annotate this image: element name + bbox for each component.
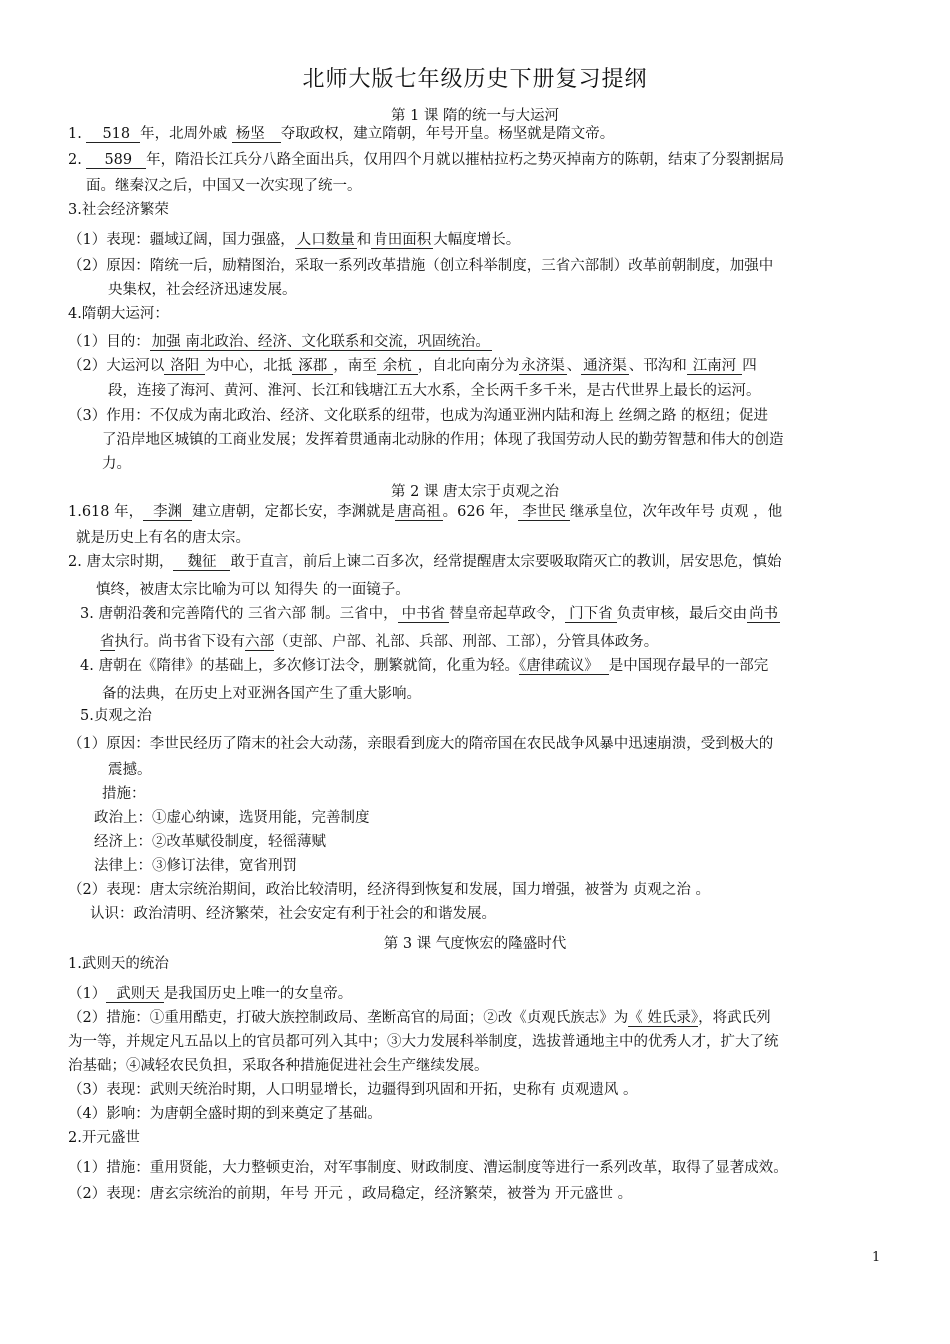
lesson-1-section-3: 3.社会经济繁荣 <box>68 202 169 218</box>
lesson-3-section-2-a: （1）措施：重用贤能，大力整顿吏治，对军事制度、财政制度、漕运制度等进行一系列改革，取得了显著成效。 <box>68 1160 788 1176</box>
lesson-1-section-4: 4.隋朝大运河： <box>68 306 169 322</box>
lesson-1-section-3-b: （2）原因：隋统一后，励精图治，采取一系列改革措施（创立科举制度，三省六部制）改革前朝制度，加强中 <box>68 258 774 274</box>
lesson-2-section-5-c: 认识：政治清明、经济繁荣，社会安定有利于社会的和谐发展。 <box>90 906 496 922</box>
lesson-3-section-2-b: （2）表现：唐玄宗统治的前期，年号 开元 ，政局稳定，经济繁荣，被誉为 开元盛世 。 <box>68 1186 633 1202</box>
lesson-3-section-1-b: （2）措施：①重用酷吏，打破大族控制政局、垄断高官的局面；②改《贞观氏族志》为《 姓氏录》，将武氏列 <box>68 1010 771 1026</box>
lesson-2-item-1-cont: 就是历史上有名的唐太宗。 <box>76 530 250 546</box>
lesson-3-section-1-c: （3）表现：武则天统治时期，人口明显增长，边疆得到巩固和开拓，史称有 贞观遗风 。 <box>68 1082 638 1098</box>
lesson-3-section-1-b-cont2: 治基础；④减轻农民负担，采取各种措施促进社会生产继续发展。 <box>68 1058 489 1074</box>
lesson-2-section-5-b: （2）表现：唐太宗统治期间，政治比较清明，经济得到恢复和发展，国力增强，被誉为 贞观之治 。 <box>68 882 710 898</box>
lesson-1-section-4-c: （3）作用：不仅成为南北政治、经济、文化联系的纽带，也成为沟通亚洲内陆和海上 丝绸之路 的枢纽；促进 <box>68 408 768 424</box>
lesson-2-item-4: 4. 唐朝在《隋律》的基础上，多次修订法令，删繁就简，化重为轻。《唐律疏议》 是中国现存最早的一部完 <box>80 658 769 674</box>
lesson-2-measure-legal: 法律上：③修订法律，宽省刑罚 <box>94 858 297 874</box>
lesson-3-section-1-a: （1） 武则天 是我国历史上唯一的女皇帝。 <box>68 986 353 1002</box>
lesson-1-section-4-a: （1）目的： 加强 南北政治、经济、文化联系和交流，巩固统治。 <box>68 334 490 350</box>
lesson-3-section-1-b-cont1: 为一等，并规定凡五品以上的官员都可列入其中；③大力发展科举制度，选拔普通地主中的优秀人才，扩大了统 <box>68 1034 779 1050</box>
lesson-1-item-2-cont: 面。继秦汉之后，中国又一次实现了统一。 <box>86 178 362 194</box>
lesson-1-section-3-a: （1）表现：疆域辽阔，国力强盛， 人口数量 和 肯田面积 大幅度增长。 <box>68 232 521 248</box>
lesson-2-item-4-cont: 备的法典，在历史上对亚洲各国产生了重大影响。 <box>102 686 421 702</box>
lesson-2-item-3-cont: 省执行。尚书省下设有六部（吏部、户部、礼部、兵部、刑部、工部），分管具体政务。 <box>100 634 659 650</box>
lesson-2-item-1: 1.618 年， 李渊 建立唐朝，定都长安，李渊就是 唐高祖 。626 年， 李世民 继承皇位，次年改年号 贞观 ，他 <box>68 504 783 520</box>
lesson-1-section-3-b-cont: 央集权，社会经济迅速发展。 <box>108 282 297 298</box>
lesson-2-measures-label: 措施： <box>102 786 146 802</box>
lesson-1-section-4-b-cont: 段，连接了海河、黄河、淮河、长江和钱塘江五大水系，全长两千多千米，是古代世界上最长的运河。 <box>108 383 761 399</box>
lesson-3-heading: 第 3 课 气度恢宏的隆盛时代 <box>383 936 567 952</box>
lesson-2-item-2: 2. 唐太宗时期， 魏征 敢于直言，前后上谏二百多次，经常提醒唐太宗要吸取隋灭亡的教训，居安思危，慎始 <box>68 554 782 570</box>
lesson-1-item-2: 2. 589 年，隋沿长江兵分八路全面出兵，仅用四个月就以摧枯拉朽之势灭掉南方的陈朝，结束了分裂割据局 <box>68 152 785 168</box>
lesson-2-section-5-a: （1）原因：李世民经历了隋末的社会大动荡，亲眼看到庞大的隋帝国在农民战争风暴中迅速崩溃，受到极大的 <box>68 736 774 752</box>
lesson-1-section-4-c-cont1: 了沿岸地区城镇的工商业发展；发挥着贯通南北动脉的作用；体现了我国劳动人民的勤劳智慧和伟大的创造 <box>102 432 784 448</box>
lesson-2-item-2-cont: 慎终，被唐太宗比喻为可以 知得失 的一面镜子。 <box>96 582 410 598</box>
lesson-1-section-4-c-cont2: 力。 <box>102 456 131 472</box>
lesson-3-section-1: 1.武则天的统治 <box>68 956 169 972</box>
lesson-2-heading: 第 2 课 唐太宗于贞观之治 <box>390 484 560 500</box>
page-number: 1 <box>872 1250 881 1265</box>
lesson-2-measure-political: 政治上：①虚心纳谏，选贤用能，完善制度 <box>94 810 370 826</box>
lesson-2-section-5-a-cont: 震撼。 <box>108 762 152 778</box>
lesson-3-section-1-d: （4）影响：为唐朝全盛时期的到来奠定了基础。 <box>68 1106 382 1122</box>
lesson-1-section-4-b: （2）大运河以 洛阳 为中心，北抵 涿郡 ，南至 余杭 ，自北向南分为 永济渠 、 通济渠 、邗沟和 江南河 四 <box>68 358 757 374</box>
document-title: 北师大版七年级历史下册复习提纲 <box>302 67 648 92</box>
lesson-1-item-1: 1. 518 年，北周外戚 杨坚 夺取政权，建立隋朝，年号开皇。杨坚就是隋文帝。 <box>68 126 615 142</box>
lesson-3-section-2: 2.开元盛世 <box>68 1130 140 1146</box>
lesson-2-item-3: 3. 唐朝沿袭和完善隋代的 三省六部 制。三省中， 中书省 替皇帝起草政令， 门下省 负责审核，最后交由 尚书 <box>80 606 779 622</box>
lesson-1-heading: 第 1 课 隋的统一与大运河 <box>390 108 560 124</box>
lesson-2-measure-economic: 经济上：②改革赋役制度，轻徭薄赋 <box>94 834 326 850</box>
lesson-2-section-5: 5.贞观之治 <box>80 708 152 724</box>
